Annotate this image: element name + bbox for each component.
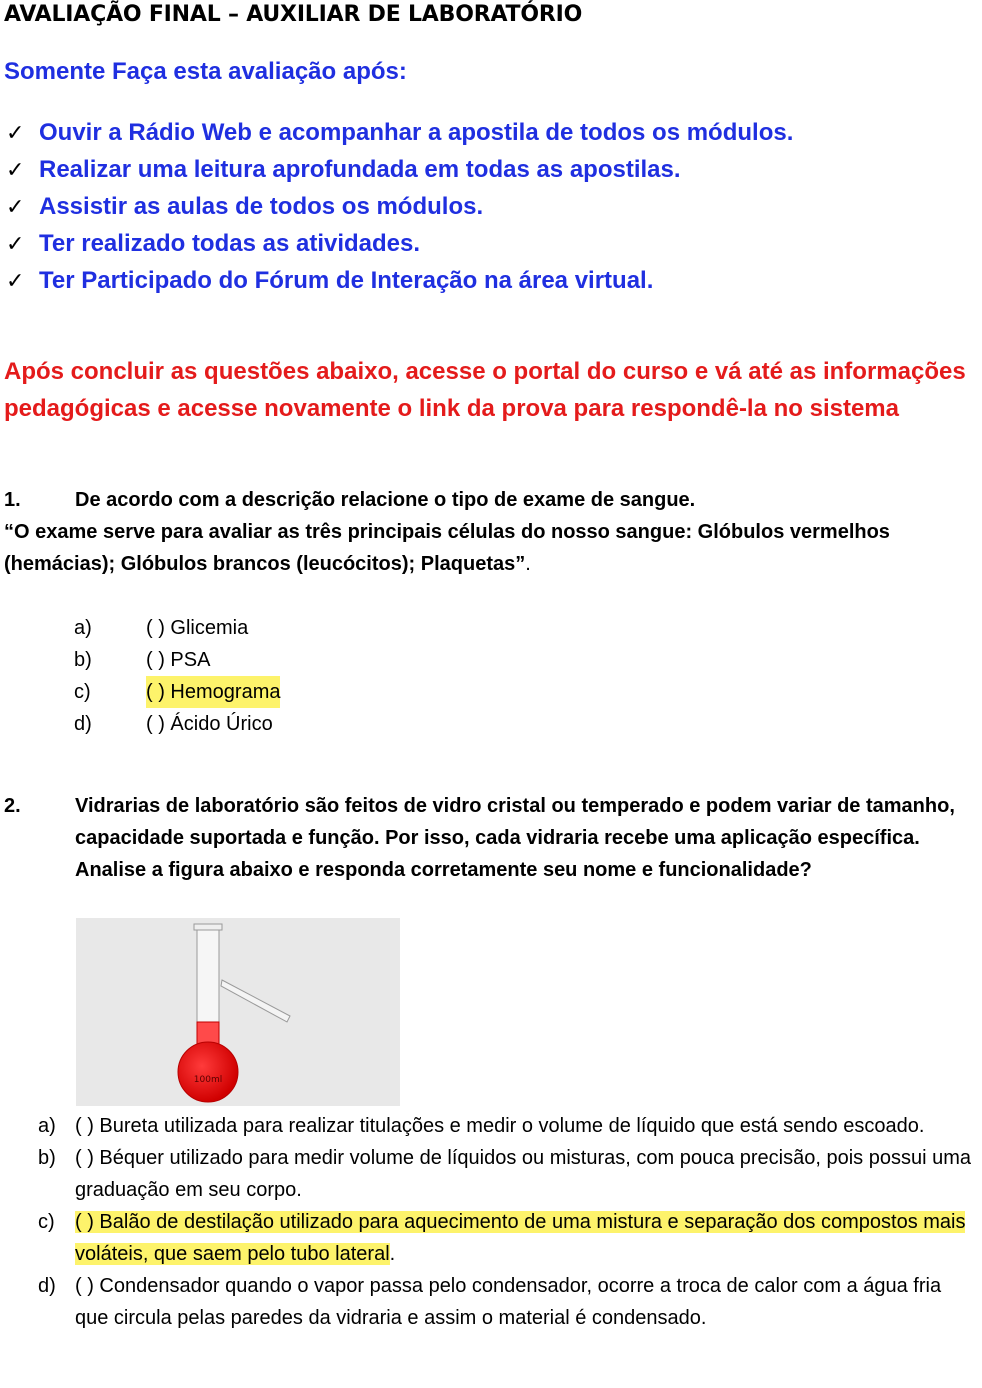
checklist-item: ✓ Ter realizado todas as atividades. [6,225,793,262]
option-d[interactable]: d) ( ) Ácido Úrico [74,713,273,735]
check-icon: ✓ [6,119,25,145]
prerequisites-checklist [6,114,793,299]
question-2-number: 2. [4,795,21,817]
question-1-quote: “O exame serve para avaliar as três principais células do nosso sangue: Glóbulos vermelhos (hemácias); Glóbulos brancos (leucócitos); Plaquetas”. [4,521,890,575]
highlighted-answer: ( ) Hemograma [146,676,280,708]
question-2-options [38,1110,978,1334]
checklist-item: ✓ Ouvir a Rádio Web e acompanhar a apostila de todos os módulos. [6,114,793,151]
question-1-number: 1. [4,489,21,511]
question-1-options [74,612,280,740]
option-d[interactable]: d) ( ) Condensador quando o vapor passa pelo condensador, ocorre a troca de calor com a água fria que circula pelas paredes da vidraria e assim o material é condensado. [38,1275,942,1329]
checklist-item: ✓ Ter Participado do Fórum de Interação na área virtual. [6,262,793,299]
checklist-item: ✓ Assistir as aulas de todos os módulos. [6,188,793,225]
instruction-note: Após concluir as questões abaixo, acesse o portal do curso e vá até as informações pedagógicas e acesse novamente o link da prova para respondê-la no sistema [4,358,966,422]
flask-volume-label: 100ml [193,1075,223,1085]
check-icon: ✓ [6,193,25,219]
option-a[interactable]: a) ( ) Bureta utilizada para realizar titulações e medir o volume de líquido que está sendo escoado. [38,1115,925,1137]
option-c[interactable]: c) ( ) Balão de destilação utilizado para aquecimento de uma mistura e separação dos compostos mais voláteis, que saem pelo tubo lateral. [38,1211,966,1265]
distillation-flask-illustration [76,918,400,1106]
prerequisites-heading: Somente Faça esta avaliação após: [4,58,407,85]
option-c[interactable]: c) ( ) Hemograma [74,676,280,708]
check-icon: ✓ [6,230,25,256]
check-icon: ✓ [6,156,25,182]
question-2-text: Vidrarias de laboratório são feitos de vidro cristal ou temperado e podem variar de tamanho, capacidade suportada e função. Por isso, cada vidraria recebe uma aplicação específica. Analise a figura abaixo e responda corretamente seu nome e funcionalidade? [75,795,955,881]
option-a[interactable]: a) ( ) Glicemia [74,617,249,639]
option-b[interactable]: b) ( ) Béquer utilizado para medir volume de líquidos ou misturas, com pouca precisão, pois possui uma graduação em seu corpo. [38,1147,971,1201]
option-b[interactable]: b) ( ) PSA [74,649,211,671]
checklist-item: ✓ Realizar uma leitura aprofundada em todas as apostilas. [6,151,793,188]
distillation-flask-image [76,918,400,1106]
highlighted-answer: ( ) Balão de destilação utilizado para aquecimento de uma mistura e separação dos compostos mais voláteis, que saem pelo tubo lateral [75,1211,966,1265]
document-title: AVALIAÇÃO FINAL – AUXILIAR DE LABORATÓRIO [4,2,583,27]
question-1-text: De acordo com a descrição relacione o tipo de exame de sangue. [75,489,696,511]
check-icon: ✓ [6,267,25,293]
